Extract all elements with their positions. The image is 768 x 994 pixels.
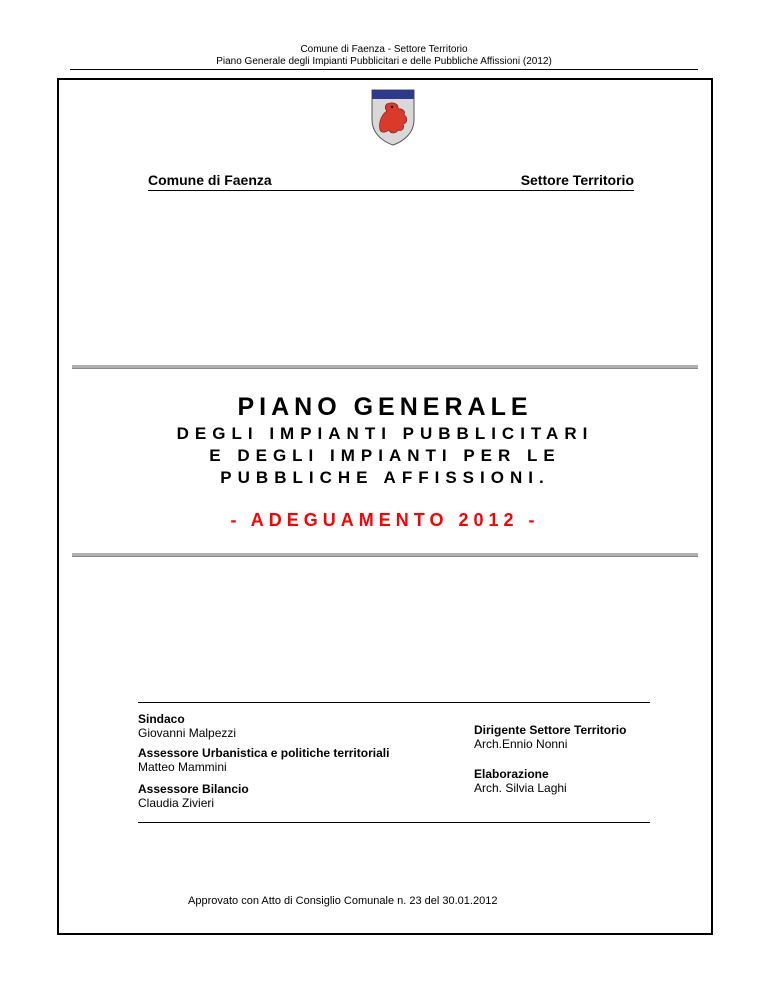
department-name: Settore Territorio	[520, 172, 634, 188]
credit-person: Matteo Mammini	[138, 760, 227, 774]
credit-person: Arch. Silvia Laghi	[474, 781, 567, 795]
approval-note: Approvato con Atto di Consiglio Comunale n. 23 del 30.01.2012	[188, 895, 498, 907]
credits-bottom-rule	[138, 822, 650, 823]
credit-elaboration	[474, 767, 567, 795]
credit-person: Claudia Zivieri	[138, 796, 215, 810]
credit-role: Dirigente Settore Territorio	[474, 723, 627, 737]
title-top-rule	[72, 365, 698, 369]
credit-role: Assessore Urbanistica e politiche territoriali	[138, 746, 390, 760]
update-label: - ADEGUAMENTO 2012 -	[230, 510, 540, 530]
header-rule	[70, 69, 698, 70]
credit-budget	[138, 782, 249, 810]
header-line-1: Comune di Faenza - Settore Territorio	[300, 44, 468, 55]
credit-urban-planning	[138, 746, 389, 774]
credits-top-rule	[138, 702, 650, 703]
credit-person: Giovanni Malpezzi	[138, 726, 237, 740]
credit-director	[474, 723, 626, 751]
document-subtitle	[72, 423, 698, 489]
subtitle-line-3: PUBBLICHE AFFISSIONI.	[220, 468, 550, 487]
credit-role: Sindaco	[138, 712, 185, 726]
title-bottom-rule	[72, 553, 698, 557]
page-header	[70, 44, 698, 68]
credit-role: Elaborazione	[474, 767, 549, 781]
subtitle-line-1: DEGLI IMPIANTI PUBBLICITARI	[176, 424, 594, 443]
organization-row	[148, 172, 634, 191]
credit-person: Arch.Ennio Nonni	[474, 737, 568, 751]
faenza-coat-of-arms-icon	[368, 86, 418, 146]
municipality-name: Comune di Faenza	[148, 172, 272, 188]
header-line-2: Piano Generale degli Impianti Pubblicitari e delle Pubbliche Affissioni (2012)	[216, 56, 552, 67]
subtitle-line-2: E DEGLI IMPIANTI PER LE	[209, 446, 561, 465]
document-title: PIANO GENERALE	[237, 393, 533, 421]
credit-role: Assessore Bilancio	[138, 782, 249, 796]
credit-mayor	[138, 712, 236, 740]
